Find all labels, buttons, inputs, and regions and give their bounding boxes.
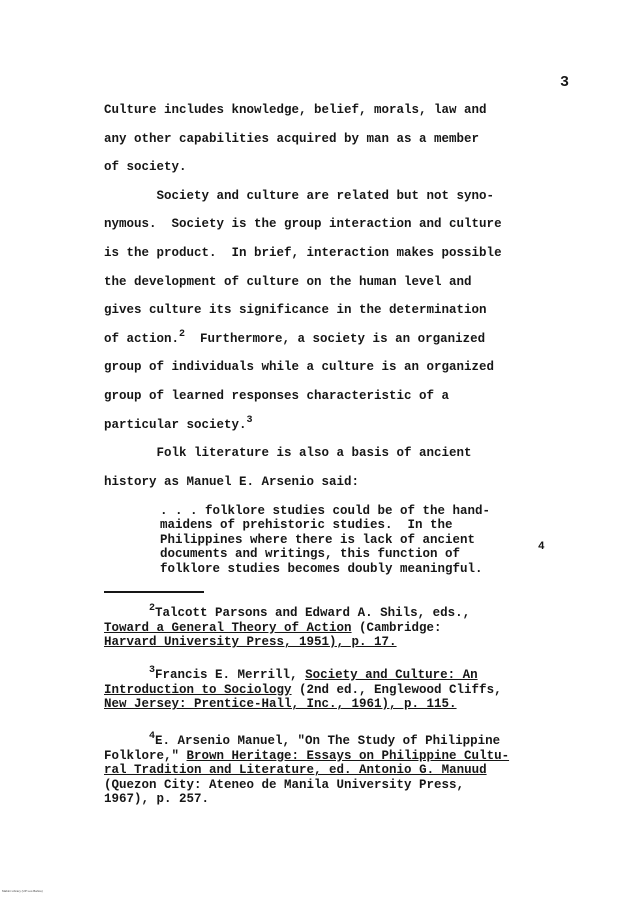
footnote-number: 4 (149, 731, 156, 742)
body-line: any other capabilities acquired by man as a member (104, 131, 480, 146)
footnote-line (104, 635, 574, 650)
footnote-marker: 2 (179, 328, 186, 340)
body-line: nymous. Society is the group interaction and culture (104, 217, 502, 232)
footnote-line (104, 665, 574, 683)
footnote-line (104, 621, 574, 636)
footnote-line (104, 778, 574, 793)
quote-text: documents and writings, this function of (160, 547, 461, 562)
body-text-run: particular society. (104, 417, 247, 432)
footnote-text: Francis E. Merrill, (155, 668, 306, 682)
body-line: gives culture its significance in the determination (104, 303, 487, 318)
footnote-marker: 3 (246, 414, 253, 426)
book-title: ral Tradition and Literature (104, 763, 315, 778)
footnote-divider (104, 591, 204, 593)
body-line: Culture includes knowledge, belief, morals, law and (104, 103, 487, 117)
footnote-marker: 4 (538, 541, 545, 554)
body-line: is the product. In brief, interaction makes possible (104, 245, 502, 260)
footnote-text: New Jersey: Prentice-Hall, Inc., 1961), p. 115. (104, 697, 457, 712)
footnote-text: Harvard University Press, 1951), p. 17. (104, 635, 397, 650)
footnote-line (104, 603, 574, 621)
body-line: history as Manuel E. Arsenio said: (104, 474, 360, 489)
footnote-text: (2nd ed., Englewood Cliffs, (291, 682, 502, 697)
footnote-4 (104, 731, 574, 807)
footnote-number: 2 (149, 603, 156, 614)
body-line (104, 325, 574, 354)
book-title: Brown Heritage: Essays on Philippine Cultu- (186, 748, 510, 763)
quote-line: folklore studies becomes doubly meaningful. (160, 561, 483, 576)
footnote-line (104, 697, 574, 712)
body-line: of society. (104, 160, 187, 175)
footnote-line: 1967), p. 257. (104, 792, 210, 807)
body-line: the development of culture on the human level and (104, 274, 472, 289)
quote-line: . . . folklore studies could be of the hand- (160, 504, 491, 518)
footnote-text: Talcott Parsons and Edward A. Shils, eds., (155, 606, 471, 620)
scan-label: Mabini Library (UP Los Baños) (2, 889, 43, 893)
footnote-text: (Quezon City: Ateneo de Manila University Press, (104, 777, 465, 792)
footnote-3 (104, 665, 574, 712)
page-number: 3 (560, 74, 570, 91)
footnote-number: 3 (149, 665, 156, 676)
footnote-2 (104, 603, 574, 650)
quote-line: maidens of prehistoric studies. In the (160, 518, 453, 533)
body-text-run: of action. (104, 331, 180, 346)
body-text (104, 96, 574, 496)
body-line: Folk literature is also a basis of ancient (104, 446, 472, 461)
body-text-run: Furthermore, a society is an organized (185, 331, 486, 346)
footnote-text: (Cambridge: (351, 620, 442, 635)
body-line (104, 411, 574, 440)
footnote-text: Folklore," (104, 748, 187, 763)
footnote-line (104, 731, 574, 749)
body-line: Society and culture are related but not syno- (104, 188, 495, 203)
quote-line: Philippines where there is lack of ancient (160, 532, 476, 547)
quote-line (160, 541, 560, 562)
footnote-text: E. Arsenio Manuel, "On The Study of Philippine (155, 734, 501, 748)
footnote-line (104, 763, 574, 778)
book-title: Introduction to Sociology (104, 682, 292, 697)
body-line: group of learned responses characteristic of a (104, 388, 450, 403)
block-quote (160, 504, 560, 576)
book-title: Toward a General Theory of Action (104, 620, 352, 635)
book-title: Society and Culture: An (305, 668, 478, 682)
body-line: group of individuals while a culture is an organized (104, 360, 495, 375)
footnote-line (104, 683, 574, 698)
footnote-line (104, 749, 574, 764)
footnote-text: , ed. Antonio G. Manuud (314, 763, 487, 778)
